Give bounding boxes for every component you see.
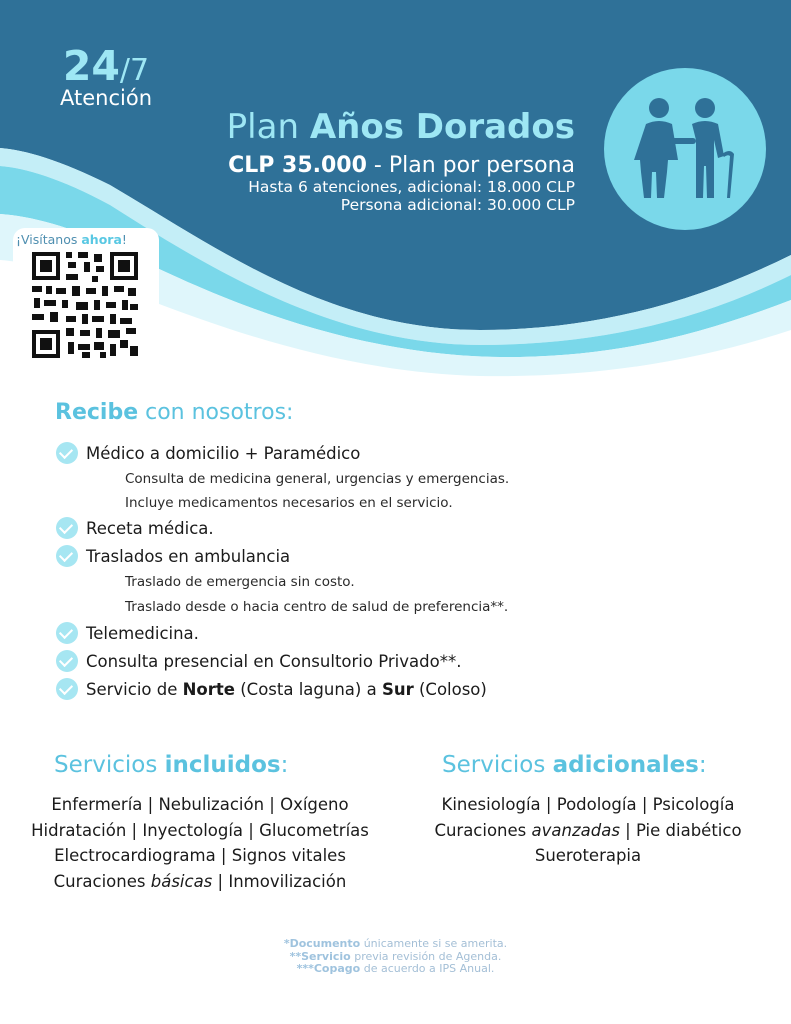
footnote-text: de acuerdo a IPS Anual.: [360, 962, 495, 975]
service-line: Sueroterapia: [534, 846, 642, 865]
qr-code[interactable]: [30, 250, 140, 360]
recibe-heading-bold: Recibe: [55, 400, 139, 425]
benefit-text: Servicio de: [86, 679, 183, 699]
heading-text-bold: adicionales: [552, 752, 699, 778]
check-icon: [56, 622, 78, 644]
plan-price: [227, 154, 575, 177]
benefit-item: [56, 442, 360, 464]
hours-number: 24: [62, 42, 120, 90]
included-services-list: [4, 792, 396, 894]
hours-suffix: /7: [119, 53, 150, 88]
footnote-text: únicamente si se amerita.: [360, 937, 508, 950]
plan-title-name: Años Dorados: [309, 107, 575, 147]
service-line: Enfermería | Nebulización | Oxígeno: [51, 795, 349, 814]
hours-badge: [44, 42, 168, 110]
plan-price-amount: CLP 35.000: [228, 152, 367, 178]
check-icon: [56, 678, 78, 700]
service-line: Hidratación | Inyectología | Glucometrías: [31, 820, 369, 840]
additional-services-heading: [442, 752, 707, 778]
check-icon: [56, 517, 78, 539]
footnote-bold: **Servicio: [289, 949, 351, 963]
benefit-label: [86, 680, 487, 699]
benefit-detail: Incluye medicamentos necesarios en el servicio.: [125, 495, 453, 511]
benefit-item: [56, 517, 214, 539]
service-line: Electrocardiograma | Signos vitales: [54, 846, 346, 865]
check-icon: [56, 442, 78, 464]
check-icon: [56, 545, 78, 567]
recibe-heading: [55, 400, 293, 425]
heading-text: Servicios: [442, 752, 553, 778]
hours-label: Atención: [60, 86, 152, 110]
benefit-text-bold: Sur: [381, 679, 414, 699]
plan-header: [226, 107, 575, 215]
heading-text: Servicios: [54, 752, 165, 778]
benefit-label: Médico a domicilio + Paramédico: [86, 443, 361, 463]
qr-label-prefix: ¡Visítanos: [16, 232, 82, 247]
service-text: Curaciones: [434, 820, 532, 840]
plan-line-2: Persona adicional: 30.000 CLP: [340, 196, 575, 215]
benefit-text-bold: Norte: [182, 679, 235, 699]
benefit-detail: Traslado de emergencia sin costo.: [125, 574, 355, 590]
elderly-couple-glyph: [604, 68, 766, 230]
plan-price-desc: - Plan por persona: [366, 152, 575, 178]
qr-label-suffix: !: [121, 232, 127, 247]
plan-title: [226, 107, 575, 147]
benefit-detail: Traslado desde o hacia centro de salud de preferencia**.: [125, 599, 509, 615]
benefit-item: [56, 650, 461, 672]
footnote: [0, 963, 791, 976]
service-text: Curaciones: [53, 871, 151, 891]
plan-line-1: Hasta 6 atenciones, adicional: 18.000 CLP: [248, 177, 575, 196]
plan-title-prefix: Plan: [226, 107, 310, 147]
benefit-detail: Consulta de medicina general, urgencias y emergencias.: [125, 471, 510, 487]
service-text-italic: avanzadas: [531, 820, 620, 840]
benefit-text: (Coloso): [413, 679, 487, 699]
recibe-heading-rest: con nosotros:: [138, 400, 294, 425]
qr-label: [16, 232, 127, 247]
benefit-label: Traslados en ambulancia: [86, 546, 291, 566]
benefit-item: [56, 622, 199, 644]
footnotes: [0, 938, 791, 976]
service-text: | Pie diabético: [619, 820, 742, 840]
heading-text: :: [698, 752, 707, 778]
benefit-item: [56, 678, 487, 700]
service-line: [398, 818, 778, 844]
service-text: | Inmovilización: [212, 871, 347, 891]
benefit-label: Telemedicina.: [86, 623, 199, 643]
heading-text-bold: incluidos: [164, 752, 281, 778]
footnote-bold: *Documento: [283, 937, 361, 950]
service-line: Kinesiología | Podología | Psicología: [441, 795, 735, 814]
check-icon: [56, 650, 78, 672]
service-text-italic: básicas: [150, 871, 213, 891]
benefit-text: (Costa laguna) a: [235, 679, 382, 699]
qr-label-bold: ahora: [81, 232, 122, 247]
footnote-bold: ***Copago: [296, 962, 361, 975]
footnote-text: previa revisión de Agenda.: [350, 949, 502, 963]
service-line: [4, 869, 396, 895]
benefit-label: Receta médica.: [86, 518, 214, 538]
included-services-heading: [54, 752, 288, 778]
benefit-item: [56, 545, 290, 567]
benefit-label: Consulta presencial en Consultorio Privado**.: [86, 651, 462, 671]
heading-text: :: [280, 752, 289, 778]
additional-services-list: [398, 792, 778, 869]
elderly-couple-icon: [604, 68, 766, 230]
